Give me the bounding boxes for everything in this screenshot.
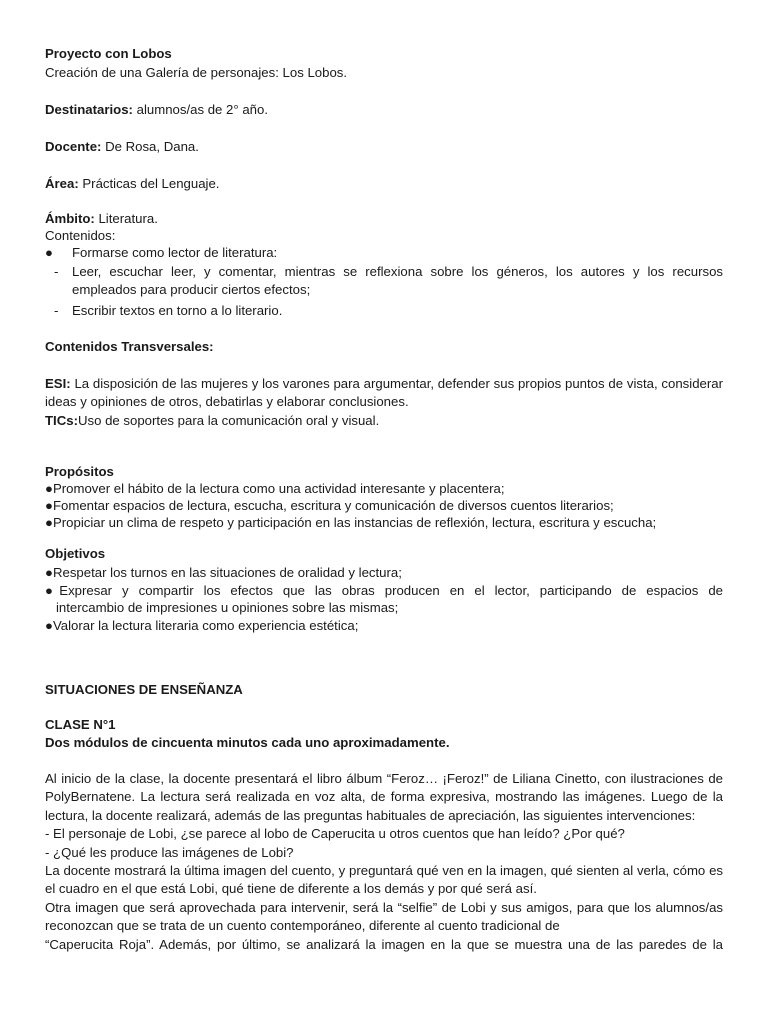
list-item-text: Leer, escuchar leer, y comentar, mientras se reflexiona sobre los géneros, los autores y los recursos empleados para producir ciertos efectos;: [72, 264, 723, 298]
area-value: Prácticas del Lenguaje.: [78, 176, 220, 191]
question: - El personaje de Lobi, ¿se parece al lobo de Caperucita u otros cuentos que han leído? ¿Por qué?: [45, 826, 625, 842]
contenidos-dash-list: [45, 263, 723, 320]
propositos-list: [45, 480, 723, 531]
docente-label: Docente:: [45, 139, 102, 154]
situaciones-heading: SITUACIONES DE ENSEÑANZA: [45, 682, 243, 697]
list-item: ●Valorar la lectura literaria como experiencia estética;: [45, 617, 359, 633]
contenidos-bullet: [45, 244, 723, 262]
objetivos-list: [45, 564, 723, 634]
dash-marker: -: [54, 302, 59, 318]
list-item: ●Expresar y compartir los efectos que las obras producen en el lector, participando de espacios de: [45, 582, 723, 598]
list-item: ●Fomentar espacios de lectura, escucha, escritura y comunicación de diversos cuentos literarios;: [45, 498, 614, 513]
paragraph: Al inicio de la clase, la docente presentará el libro álbum “Feroz… ¡Feroz!” de Liliana Cinetto, con ilustraciones de PolyBernatene. La lectura será realizada en voz alta, de forma expresiva, mostrando las imágenes. Luego de la lectura, la docente realizará, además de las preguntas habituales de apreciación, las siguientes intervenciones:: [45, 771, 723, 823]
tics-paragraph: [45, 412, 723, 430]
project-title: Proyecto con Lobos: [45, 46, 172, 61]
esi-paragraph: [45, 375, 723, 412]
dash-marker: -: [54, 264, 59, 279]
tics-text: Uso de soportes para la comunicación oral y visual.: [77, 413, 380, 428]
propositos-heading: Propósitos: [45, 464, 114, 479]
list-item: ●Respetar los turnos en las situaciones de oralidad y lectura;: [45, 565, 402, 580]
paragraph-last-line: “Caperucita Roja”. Además, por último, se analizará la imagen en la que se muestra una de las paredes de la: [45, 936, 723, 952]
clase-body: [45, 770, 723, 954]
tics-label: TICs:: [45, 413, 78, 428]
esi-label: ESI:: [45, 376, 71, 391]
contenidos-bullet-text: Formarse como lector de literatura:: [72, 245, 278, 260]
esi-text: La disposición de las mujeres y los varones para argumentar, defender sus propios puntos de vista, considerar ideas y opiniones de otros, debatirlas y elaborar conclusiones.: [45, 376, 723, 410]
clase-subtitle: Dos módulos de cincuenta minutos cada uno aproximadamente.: [45, 735, 450, 750]
destinatarios-line: [45, 101, 723, 119]
ambito-value: Literatura.: [94, 211, 158, 226]
transversales-heading: Contenidos Transversales:: [45, 339, 214, 354]
area-line: [45, 175, 723, 193]
clase-title: CLASE N°1: [45, 717, 116, 732]
list-item: [45, 263, 723, 300]
docente-value: De Rosa, Dana.: [101, 139, 199, 154]
list-item: [45, 302, 723, 320]
list-item: ●Propiciar un clima de respeto y participación en las instancias de reflexión, lectura, escritura y escucha;: [45, 515, 657, 530]
ambito-label: Ámbito:: [45, 211, 95, 226]
list-item-text: Escribir textos en torno a lo literario.: [72, 302, 283, 318]
objetivos-heading: Objetivos: [45, 546, 106, 561]
project-subtitle: Creación de una Galería de personajes: Los Lobos.: [45, 65, 348, 80]
destinatarios-label: Destinatarios:: [45, 102, 133, 117]
question: - ¿Qué les produce las imágenes de Lobi?: [45, 844, 294, 860]
area-label: Área:: [45, 176, 79, 191]
docente-line: [45, 138, 723, 156]
paragraph: Otra imagen que será aprovechada para intervenir, será la “selfie” de Lobi y sus amigos, para que los alumnos/as reconozcan que se trata de un cuento contemporáneo, diferente al cuento tradicional de: [45, 899, 723, 934]
list-item: ●Promover el hábito de la lectura como una actividad interesante y placentera;: [45, 481, 505, 496]
bullet-marker: ●: [45, 245, 53, 260]
destinatarios-value: alumnos/as de 2° año.: [132, 102, 268, 117]
contenidos-heading: Contenidos:: [45, 228, 116, 243]
list-item-continuation: intercambio de impresiones u opiniones sobre las mismas;: [56, 600, 399, 615]
ambito-line: [45, 210, 723, 228]
paragraph: La docente mostrará la última imagen del cuento, y preguntará qué ven en la imagen, qué sienten al verla, cómo es el cuadro en el que está Lobi, qué tiene de diferente a los demás y por qué será así.: [45, 863, 723, 897]
